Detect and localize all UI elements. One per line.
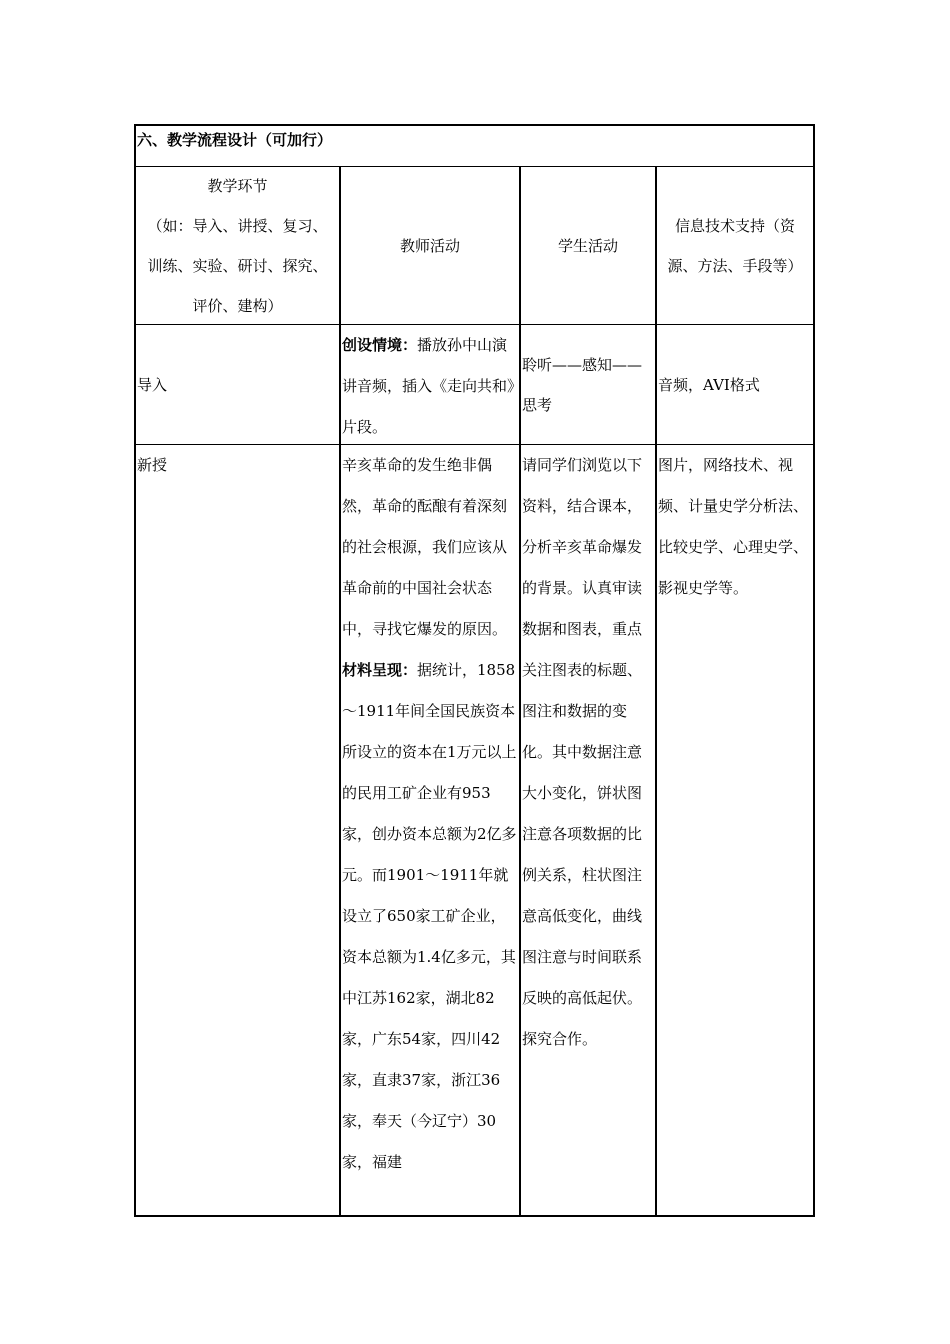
table-row-new (136, 445, 813, 1215)
new-teacher-bold: 材料呈现： (342, 661, 418, 679)
new-tech: 图片，网络技术、视频、计量史学分析法、比较史学、心理史学、影视史学等。 (655, 445, 813, 1215)
table-row-intro (136, 325, 813, 445)
intro-tech: 音频，AVI格式 (655, 325, 813, 444)
intro-stage: 导入 (137, 375, 168, 394)
intro-teacher-text: 播放孙中山演讲音频，插入《走向共和》片段。 (342, 336, 515, 436)
intro-student (519, 325, 655, 444)
intro-student-text: 聆听——感知——思考 (522, 355, 643, 414)
new-stage: 新授 (137, 456, 168, 474)
header-tech-line: 源、方法、手段等） (667, 256, 803, 275)
header-stage-line: 训练、实验、研讨、探究、 (147, 256, 328, 275)
new-teacher-text1: 辛亥革命的发生绝非偶然，革命的酝酿有着深刻的社会根源，我们应该从革命前的中国社会状态中，寻找它爆发的原因。 (342, 456, 508, 638)
new-teacher (339, 445, 519, 1215)
intro-teacher-bold: 创设情境： (342, 336, 418, 354)
section-title: 六、教学流程设计（可加行） (136, 126, 813, 167)
header-teacher: 教师活动 (339, 167, 519, 324)
header-stage-line: 教学环节 (207, 176, 268, 195)
header-stage (136, 167, 339, 324)
header-tech (655, 167, 813, 324)
new-student: 请同学们浏览以下资料，结合课本，分析辛亥革命爆发的背景。认真审读数据和图表，重点关注图表的标题、图注和数据的变化。其中数据注意大小变化，饼状图注意各项数据的比例关系，柱状图注意高低变化，曲线图注意与时间联系反映的高低起伏。探究合作。 (519, 445, 655, 1215)
new-teacher-text2: 据统计，1858～1911年间全国民族资本所设立的资本在1万元以上的民用工矿企业有953家，创办资本总额为2亿多元。而1901～1911年就设立了650家工矿企业，资本总额为1.4亿多元，其中江苏162家，湖北82家，广东54家，四川42家，直隶37家，浙江36家，奉天（今辽宁）30家，福建 (342, 661, 517, 1171)
intro-teacher (339, 325, 519, 444)
teaching-flow-table (134, 124, 815, 1217)
header-tech-line: 信息技术支持（资 (674, 216, 795, 235)
header-student: 学生活动 (519, 167, 655, 324)
header-row (136, 167, 813, 325)
header-stage-line: （如：导入、讲授、复习、 (147, 216, 328, 235)
header-stage-line: 评价、建构） (192, 296, 283, 315)
